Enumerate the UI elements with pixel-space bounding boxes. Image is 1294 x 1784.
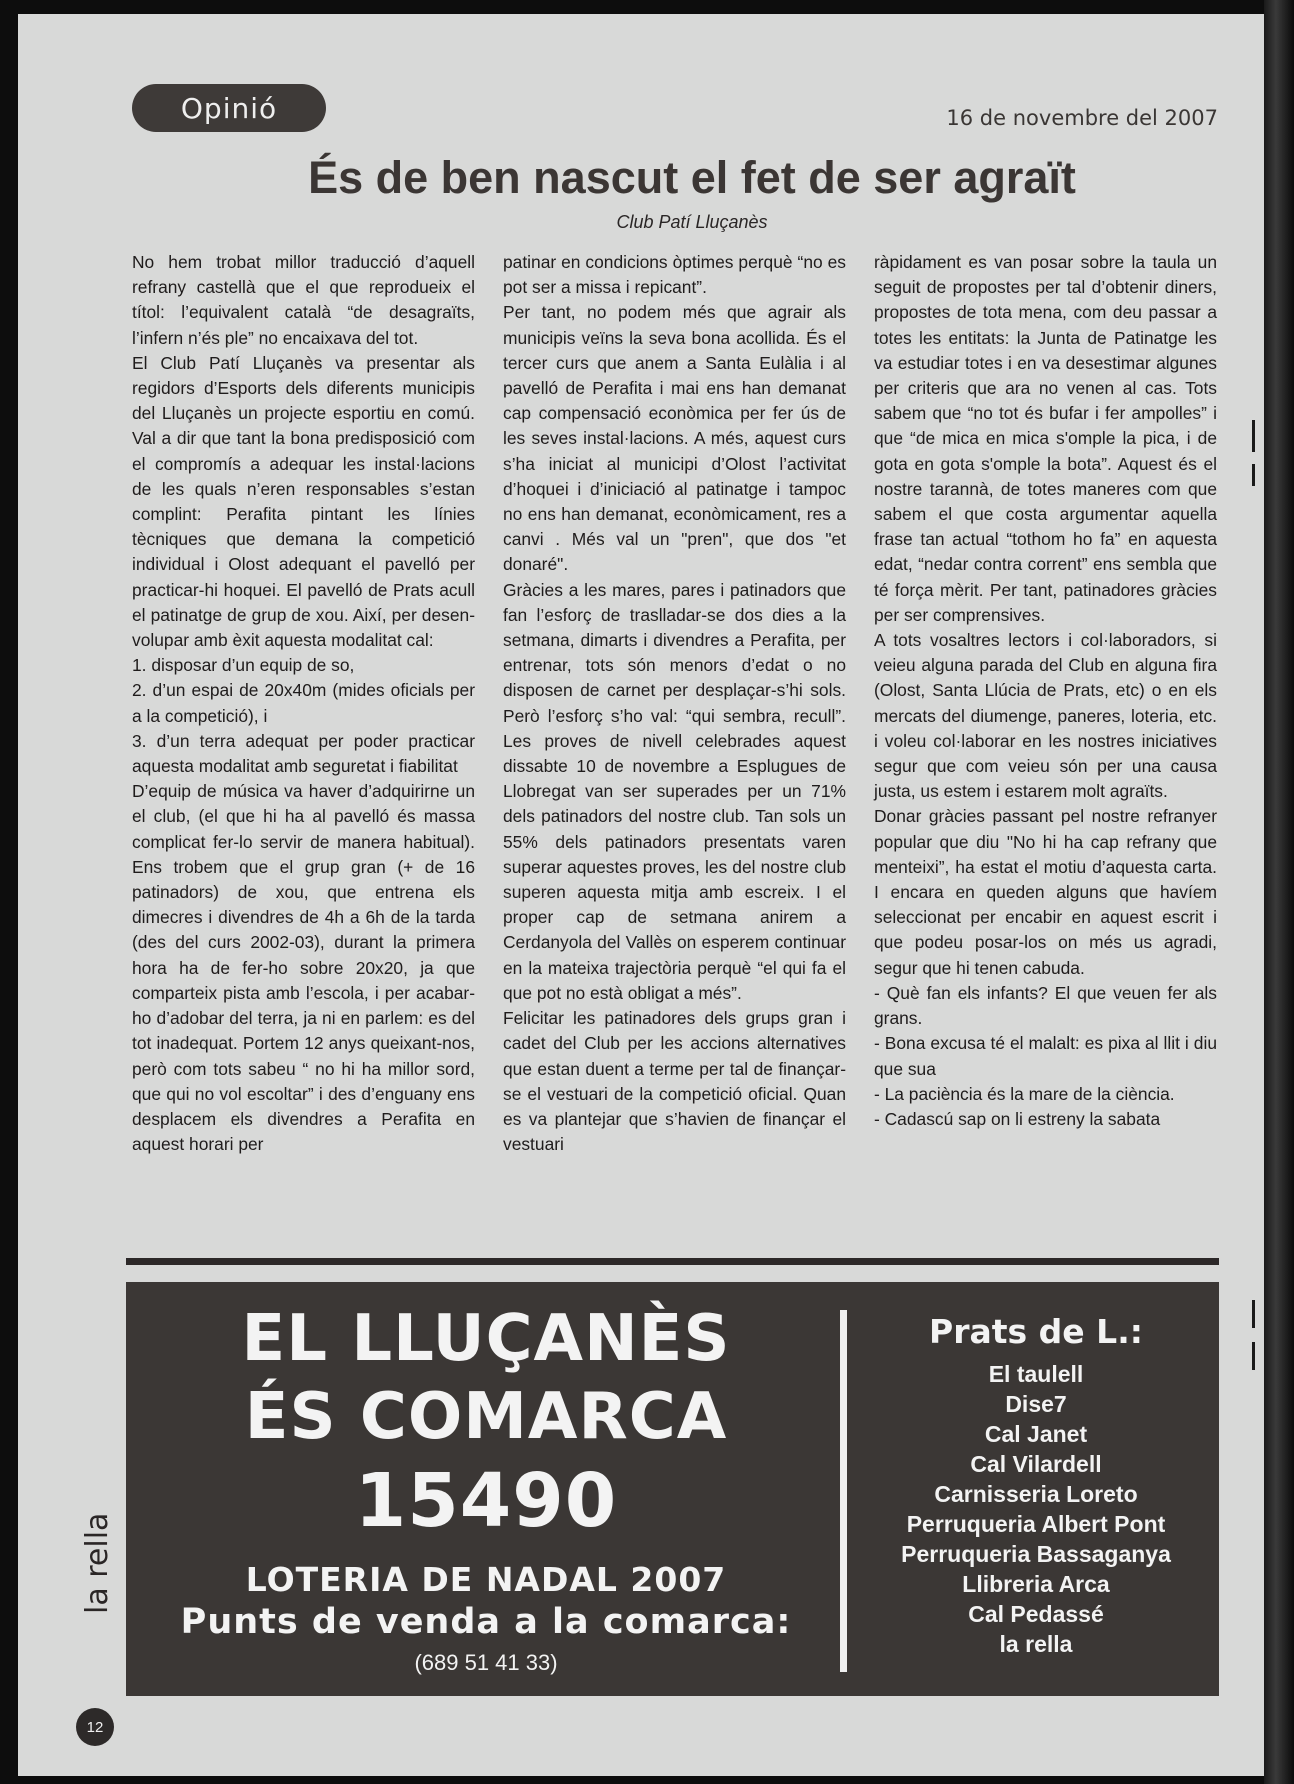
ad-main bbox=[126, 1282, 846, 1696]
shop-item: Cal Vilardell bbox=[970, 1451, 1102, 1477]
shop-item: Cal Pedassé bbox=[968, 1601, 1104, 1627]
shop-item: Perruqueria Albert Pont bbox=[906, 1511, 1166, 1537]
list-item: 2. d’un espai de 20x40m (mides oficials per a la competició), i bbox=[132, 680, 475, 726]
article-body bbox=[132, 250, 1217, 1230]
sales-points-title: Punts de venda a la comarca: bbox=[180, 1602, 792, 1642]
article-column bbox=[132, 250, 475, 1230]
article-author: Club Patí Lluçanès bbox=[616, 212, 768, 232]
shop-item: Carnisseria Loreto bbox=[934, 1481, 1138, 1507]
proverb-item: - La paciència és la mare de la ciència. bbox=[874, 1083, 1175, 1104]
article-column bbox=[874, 250, 1217, 1230]
ad-headline-1: EL LLUÇANÈS bbox=[241, 1302, 731, 1376]
paragraph: patinar en condicions òptimes perquè “no es pot ser a missa i repicant”. bbox=[503, 252, 846, 298]
paragraph: Per tant, no podem més que agrair als municipis veïns la seva bona acollida. És el tercer curs que anem a Santa Eulàlia i al pavelló de Perafita i mai ens han demanat cap compensació econòmica per fer ús de les seves instal·lacions. A més, aquest curs s’ha iniciat al municipi d’Olost l’activitat d’hoquei i d’iniciació al patinatge i tampoc no ens han demanat, econòmicament, res a canvi . Més val un "pren", que dos "et donaré". bbox=[503, 302, 846, 575]
paragraph: Gràcies a les mares, pares i patinadors que fan l’esforç de traslladar-se dos dies a la setmana, dimarts i divendres a Perafita, per entrenar, tots són menors d’edat o no disposen de carnet per desplaçar-s’hi sols. Però l’esforç s’ho val: “qui sembra, recull”. Les proves de nivell celebrades aquest dissabte 10 de novembre a Esplugues de Llobregat van ser superades per un 71% dels patinadors del nostre club. Tan sols un 55% dels patinadors presentats varen superar aquestes proves, les del nostre club superen aquesta mitja amb escreix. I el proper cap de setmana anirem a Cerdanyola del Vallès on esperem continuar en la mateixa trajectòria perquè “el qui fa el que pot no està obligat a més”. bbox=[503, 579, 846, 1003]
sales-points-list bbox=[856, 1312, 1216, 1659]
paragraph: Donar gràcies passant pel nostre refranyer popular que diu "No hi ha cap refrany que menteixi”, ha estat el motiu d’aquesta carta. I encara en queden alguns que havíem seleccionat per encabir en aquest escrit i que podeu posar-los on més us agradi, segur que hi tenen cabuda. bbox=[874, 806, 1217, 978]
binding-mark bbox=[1252, 1300, 1255, 1328]
section-divider bbox=[126, 1258, 1219, 1265]
ad-divider bbox=[840, 1310, 847, 1672]
section-label: Opinió bbox=[132, 84, 326, 132]
shop-item: Dise7 bbox=[1005, 1391, 1067, 1417]
article-title: És de ben nascut el fet de ser agraït bbox=[308, 152, 1076, 203]
binding-mark bbox=[1252, 1342, 1255, 1370]
shop-item: la rella bbox=[999, 1631, 1073, 1657]
proverb-item: - Bona excusa té el malalt: es pixa al llit i diu que sua bbox=[874, 1033, 1217, 1079]
article-column bbox=[503, 250, 846, 1230]
lottery-number: 15490 bbox=[354, 1458, 618, 1544]
shop-item: Llibreria Arca bbox=[962, 1571, 1110, 1597]
shop-item: El taulell bbox=[988, 1361, 1084, 1387]
paragraph: El Club Patí Lluçanès va presentar als regidors d’Esports dels diferents municipis del Lluçanès un projecte esportiu en comú. Val a dir que tant la bona predisposició com el compromís a adequar les instal·lacions de les quals n’eren responsables s’estan complint: Perafita pintant les línies tècniques que demana la competició individual i Olost adequant el pavelló per practicar-hi hoquei. El pavelló de Prats acull el patinatge de grup de xou. Així, per desenvolupar amb èxit aquesta modalitat cal: bbox=[132, 352, 475, 651]
shop-item: Perruqueria Bassaganya bbox=[901, 1541, 1171, 1567]
proverb-item: - Què fan els infants? El que veuen fer als grans. bbox=[874, 982, 1217, 1029]
phone-number: (689 51 41 33) bbox=[414, 1650, 558, 1675]
shop-item: Cal Janet bbox=[984, 1421, 1088, 1447]
lottery-ad bbox=[126, 1282, 1219, 1696]
ad-headline-2: ÉS COMARCA bbox=[244, 1380, 728, 1454]
town-title: Prats de L.: bbox=[929, 1312, 1143, 1351]
list-item: 3. d’un terra adequat per poder practicar aquesta modalitat amb seguretat i fiabilitat bbox=[132, 730, 475, 777]
paragraph: A tots vosaltres lectors i col·laboradors, si veieu alguna parada del Club en alguna fira (Olost, Santa Llúcia de Prats, etc) o en els mercats del diumenge, paneres, loteria, etc. i voleu col·laborar en les nostres iniciatives segur que com veieu són per una causa justa, us estem i estarem molt agraïts. bbox=[874, 630, 1217, 802]
page-binding bbox=[1264, 0, 1294, 1784]
publication-name: la rella bbox=[80, 1512, 115, 1614]
binding-mark bbox=[1252, 420, 1255, 452]
paragraph: No hem trobat millor traducció d’aquell refrany castellà que el que reprodueix el títol: l’equivalent català “de desagraïts, l’infern n’és ple” no encaixava del tot. bbox=[132, 252, 475, 348]
issue-date: 16 de novembre del 2007 bbox=[946, 106, 1218, 130]
lottery-title: LOTERIA DE NADAL 2007 bbox=[245, 1560, 727, 1599]
proverb-item: - Cadascú sap on li estreny la sabata bbox=[874, 1108, 1161, 1129]
page-number: 12 bbox=[76, 1708, 114, 1746]
paragraph: Felicitar les patinadores dels grups gran i cadet del Club per les accions alternatives que estan duent a terme per tal de finançar-se el vestuari de la competició oficial. Quan es va plantejar que s’havien de finançar el vestuari bbox=[503, 1008, 846, 1155]
binding-mark bbox=[1252, 464, 1255, 486]
paragraph: ràpidament es van posar sobre la taula un seguit de propostes per tal d’obtenir diners, propostes de tota mena, com deu passar a totes les entitats: la Junta de Patinatge les va estudiar totes i en va desestimar algunes per criteris que ara no venen al cas. Tots sabem que “no tot és bufar i fer ampolles” i que “de mica en mica s'omple la pica, i de gota en gota s'omple la bota”. Aquest és el nostre tarannà, de totes maneres com que sabem el que costa argumentar aquella frase tan actual “tothom ho fa” en aquesta edat, “nedar contra corrent” ens sembla que té força mèrit. Per tant, patinadores gràcies per ser comprensives. bbox=[874, 252, 1217, 625]
paragraph: D’equip de música va haver d’adquirirne un el club, (el que hi ha al pavelló és massa complicat fer-lo servir de manera habitual). Ens trobem que el grup gran (+ de 16 patinadors) de xou, que entrena els dimecres i divendres de 4h a 6h de la tarda (des del curs 2002-03), durant la primera hora ha de fer-ho sobre 20x20, ja que comparteix pista amb l’escola, i per acabar-ho d’adobar del terra, ja ni en parlem: es del tot inadequat. Portem 12 anys queixant-nos, però com tots sabeu “ no hi ha millor sord, que qui no vol escoltar” i des d’enguany ens desplacem els divendres a Perafita en aquest horari per bbox=[132, 781, 475, 1155]
list-item: 1. disposar d’un equip de so, bbox=[132, 655, 355, 676]
